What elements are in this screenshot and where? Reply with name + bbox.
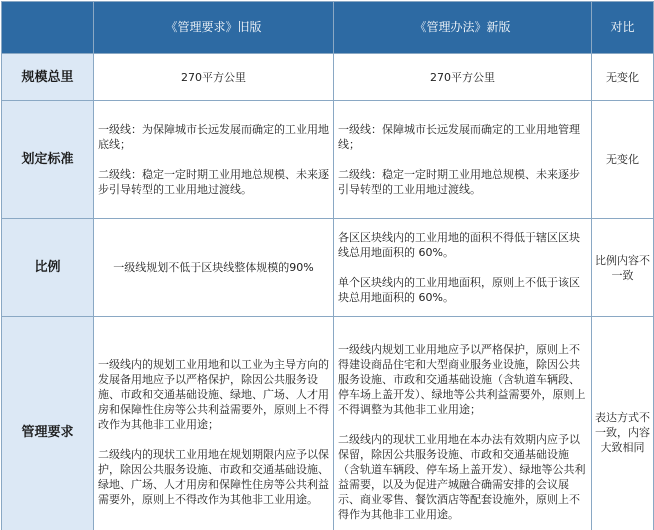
table-row	[2, 219, 654, 317]
header-old-version: 《管理要求》旧版	[94, 2, 334, 54]
compare-cell: 无变化	[592, 54, 654, 101]
new-text: 一级线：保障城市长远发展而确定的工业用地管理线；	[338, 123, 580, 151]
row-label: 比例	[2, 219, 94, 317]
old-text: 一级线内的规划工业用地和以工业为主导方向的发展备用地应予以严格保护，除因公共服务设施、市政和交通基础设施、绿地、广场、人才用房和保障性住房等公共利益需要外，原则上不得改作为其他非工业用途；	[98, 358, 329, 431]
header-row	[2, 2, 654, 54]
old-cell	[94, 54, 334, 101]
table-row	[2, 101, 654, 219]
old-cell	[94, 101, 334, 219]
old-text: 一级线：为保障城市长远发展而确定的工业用地底线；	[98, 123, 329, 151]
old-cell	[94, 219, 334, 317]
compare-cell: 表达方式不一致，内容大致相同	[592, 317, 654, 530]
old-cell	[94, 317, 334, 530]
header-new-version: 《管理办法》新版	[334, 2, 592, 54]
new-cell	[334, 101, 592, 219]
row-label: 管理要求	[2, 317, 94, 530]
row-label: 划定标准	[2, 101, 94, 219]
new-text: 单个区块线内的工业用地面积，原则上不低于该区块总用地面积的 60%。	[338, 276, 580, 304]
old-text: 二级线内的现状工业用地在规划期限内应予以保护，除因公共服务设施、市政和交通基础设施、绿地、广场、人才用房和保障性住房等公共利益需要外，原则上不得改作为其他非工业用途。	[98, 448, 329, 506]
table-row	[2, 54, 654, 101]
new-text: 一级线内规划工业用地应予以严格保护，原则上不得建设商品住宅和大型商业服务业设施，除因公共服务设施、市政和交通基础设施（含轨道车辆段、停车场上盖开发）、绿地等公共利益需要外，原则上不得调整为其他非工业用途；	[338, 343, 586, 416]
old-text: 一级线规划不低于区块线整体规模的90%	[113, 261, 314, 274]
new-text: 270平方公里	[430, 70, 495, 84]
new-text: 二级线：稳定一定时期工业用地总规模、未来逐步引导转型的工业用地过渡线。	[338, 168, 580, 196]
new-text: 各区区块线内的工业用地的面积不得低于辖区区块线总用地面积的 60%。	[338, 231, 580, 259]
compare-cell: 比例内容不一致	[592, 219, 654, 317]
row-label: 规模总里	[2, 54, 94, 101]
new-cell	[334, 317, 592, 530]
header-label-col	[2, 2, 94, 54]
new-text: 二级线内的现状工业用地在本办法有效期内应予以保留，除因公共服务设施、市政和交通基础设施（含轨道车辆段、停车场上盖开发）、绿地等公共利益需要，以及为促进产城融合确需安排的会议展示、商业零售、餐饮酒店等配套设施外，原则上不得作为其他非工业用途。	[338, 433, 586, 521]
header-compare: 对比	[592, 2, 654, 54]
table-row	[2, 317, 654, 530]
old-text: 270平方公里	[181, 70, 246, 84]
old-text: 二级线：稳定一定时期工业用地总规模、未来逐步引导转型的工业用地过渡线。	[98, 168, 329, 196]
comparison-table	[1, 1, 654, 530]
compare-cell: 无变化	[592, 101, 654, 219]
new-cell	[334, 219, 592, 317]
new-cell	[334, 54, 592, 101]
